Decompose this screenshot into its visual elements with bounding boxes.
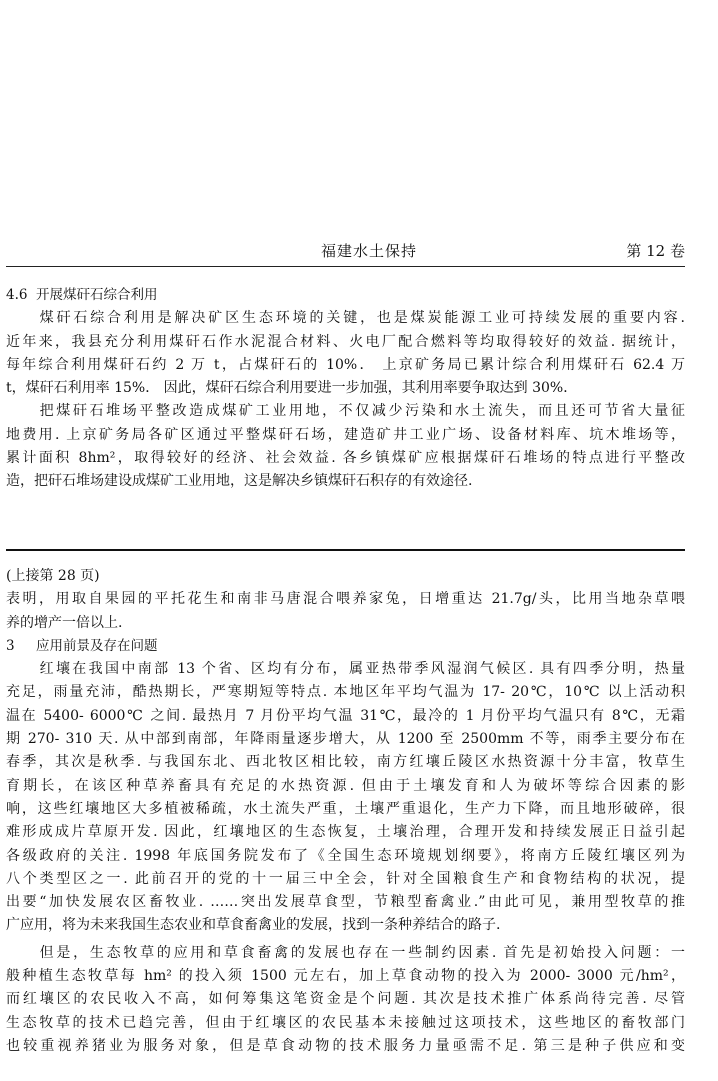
text-line: 广应用，将为未来我国生态农业和草食畜禽业的发展，找到一条种养结合的路子. (6, 917, 501, 934)
text-line: 生态牧草的技术已趋完善，但由于红壤区的农民基本未接触过这项技术，这些地区的畜牧部门 (6, 1014, 685, 1031)
text-line: 地费用. 上京矿务局各矿区通过平整煤矸石场，建造矿井工业广场、设备材料库、坑木堆场等， (6, 426, 685, 443)
text-line: 各级政府的关注. 1998 年底国务院发布了《全国生态环境规划纲要》，将南方丘陵红壤区列为 (6, 847, 685, 864)
text-line: 春季，其次是秋季. 与我国东北、西北牧区相比较，南方红壤丘陵区水热资源十分丰富，牧草生 (6, 754, 685, 771)
journal-title: 福建水土保持 (321, 242, 418, 260)
section-heading (6, 635, 685, 658)
paragraph (6, 658, 685, 938)
text-line: 般种植生态牧草每 hm² 的投入须 1500 元左右，加上草食动物的投入为 2000- 3000 元/hm²， (6, 968, 685, 985)
running-header (6, 240, 685, 267)
section-heading (6, 284, 685, 307)
text-line: 也较重视养猪业为服务对象，但是草食动物的技术服务力量亟需不足. 第三是种子供应和变 (6, 1037, 685, 1054)
text-line: 期 270- 310 天. 从中部到南部，年降雨量逐步增大，从 1200 至 2500mm 不等，雨季主要分布在 (6, 731, 685, 748)
text-line: 难形成成片草原开发. 因此，红壤地区的生态恢复，土壤治理，合理开发和持续发展正日益引起 (6, 824, 685, 841)
section-divider (6, 549, 685, 551)
text-line: 累计面积 8hm²，取得较好的经济、社会效益. 各乡镇煤矿应根据煤矸石堆场的特点进行平整改 (6, 450, 685, 467)
text-line: 每年综合利用煤矸石约 2 万 t，占煤矸石的 10%． 上京矿务局已累计综合利用煤矸石 62.4 万 (6, 356, 685, 373)
continued-article (6, 565, 685, 1058)
paragraph (6, 400, 685, 493)
text-line: 但是，生态牧草的应用和草食畜禽的发展也存在一些制约因素. 首先是初始投入问题：一 (39, 944, 685, 961)
text-line: 温在 5400- 6000℃ 之间. 最热月 7 月份平均气温 31℃，最冷的 1 月份平均气温只有 8℃，无霜 (6, 707, 685, 724)
paragraph (6, 307, 685, 400)
text-line: 煤矸石综合利用是解决矿区生态环境的关键，也是煤炭能源工业可持续发展的重要内容. (39, 310, 685, 327)
text-line: 八个类型区之一. 此前召开的党的十一届三中全会，针对全国粮食生产和食物结构的状况，提 (6, 870, 685, 887)
text-line: 造，把矸石堆场建设成煤矿工业用地，这是解决乡镇煤矸石积存的有效途径. (6, 473, 473, 490)
text-line: 育期长，在该区种草养畜具有充足的水热资源. 但由于土壤发育和人为破坏等综合因素的影 (6, 777, 685, 794)
section-title: 应用前景及存在问题 (36, 637, 158, 654)
section-number: 3 (6, 637, 15, 654)
text-line: 响，这些红壤地区大多植被稀疏，水土流失严重，土壤严重退化，生产力下降，而且地形破碎，很 (6, 800, 685, 817)
text-line: 近年来，我县充分利用煤矸石作水泥混合材料、火电厂配合燃料等均取得较好的效益. 据统计， (6, 333, 685, 350)
volume-number: 第 12 卷 (626, 242, 685, 260)
text-line: 出要“加快发展农区畜牧业. ……突出发展草食型，节粮型畜禽业.”由此可见，兼用型牧草的推 (6, 894, 685, 911)
continuation-note: (上接第 28 页) (6, 568, 100, 584)
section-title: 开展煤矸石综合利用 (36, 287, 158, 303)
paragraph (6, 942, 685, 1058)
text-line: 红壤在我国中南部 13 个省、区均有分布，属亚热带季风湿润气候区. 具有四季分明，热量 (39, 661, 685, 678)
text-line: 表明，用取自果园的平托花生和南非马唐混合喂养家兔，日增重达 21.7g/头，比用当地杂草喂 (6, 591, 685, 608)
paragraph (6, 588, 685, 635)
section-number: 4.6 (6, 287, 28, 303)
text-line: 而红壤区的农民收入不高，如何筹集这笔资金是个问题. 其次是技术推广体系尚待完善. 尽管 (6, 991, 685, 1008)
text-line: t，煤矸石利用率 15%． 因此，煤矸石综合利用要进一步加强，其利用率要争取达到 30%． (6, 380, 578, 397)
section-4-6 (6, 284, 685, 494)
text-line: 充足，雨量充沛，酷热期长，严寒期短等特点. 本地区年平均气温为 17- 20℃，10℃ 以上活动积 (6, 684, 685, 701)
text-line: 把煤矸石堆场平整改造成煤矿工业用地，不仅减少污染和水土流失，而且还可节省大量征 (39, 403, 685, 420)
text-line: 养的增产一倍以上. (6, 614, 123, 631)
